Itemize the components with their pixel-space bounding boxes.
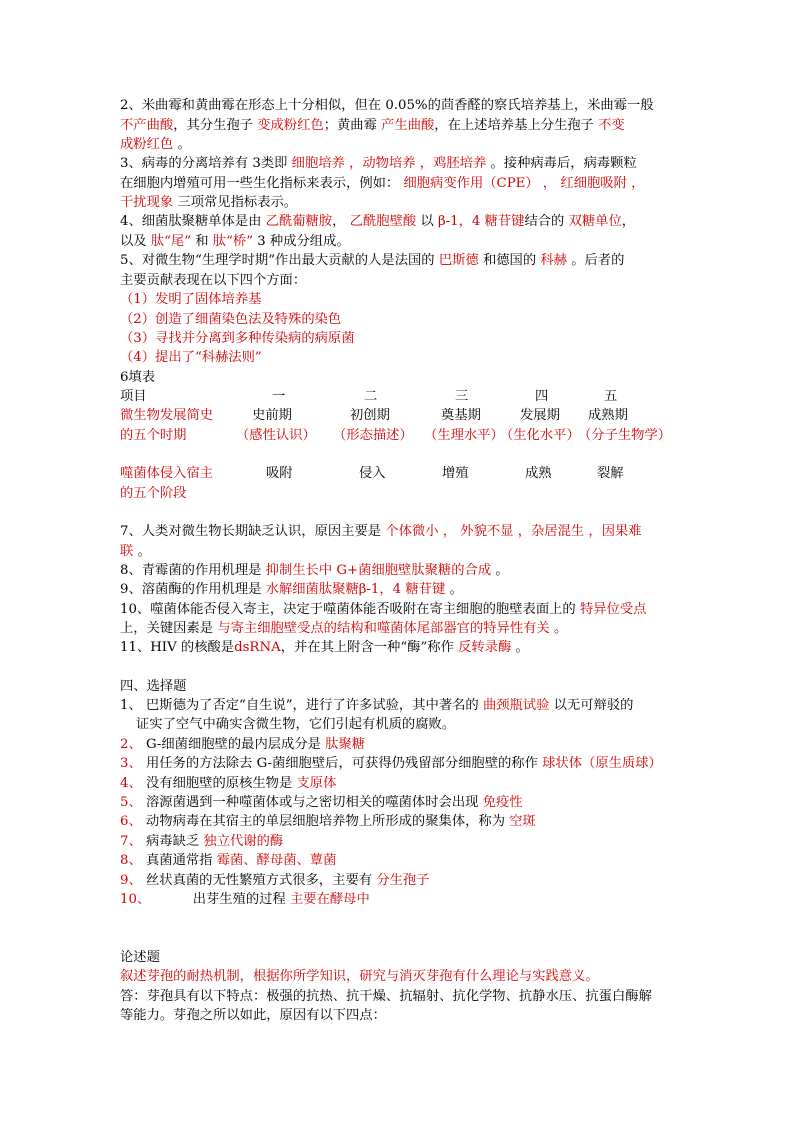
table-cell: 的五个阶段 [120, 486, 187, 501]
choice-q4 [120, 775, 336, 793]
q2-text: ，在上述培养基上分生孢子 [434, 118, 594, 133]
q3-text: 。接种病毒后，病毒颗粒 [490, 156, 637, 171]
q3-text: 在细胞内增殖可用一些生化指标来表示，例如： [120, 176, 400, 191]
q4-line2 [120, 233, 350, 251]
q4-line1 [120, 213, 635, 231]
question-text: 用任务的方法除去 G-菌细胞壁后，可获得仍残留部分细胞壁的称作 [146, 756, 538, 771]
table-cell: 噬菌体侵入宿主 [120, 466, 214, 481]
q6-title-text: 6填表 [120, 370, 156, 385]
table-cell: 增殖 [442, 466, 469, 481]
table-cell: 初创期 [350, 408, 390, 423]
q2-line1 [120, 97, 654, 115]
choice-q3 [120, 755, 662, 773]
answer-text: 产生曲酸 [381, 118, 435, 133]
answer-text: 抑制生长中 G+菌细胞壁肽聚糖的合成 [265, 563, 492, 578]
question-text: 溶源菌遇到一种噬菌体或与之密切相关的噬菌体时会出现 [146, 795, 479, 810]
choice-q10 [120, 891, 370, 909]
table-header-cell: 一 [272, 389, 286, 404]
choice-q6 [120, 813, 536, 831]
q5-text: 。后者的 [571, 253, 625, 268]
q4-text: 以 [420, 214, 434, 229]
q10-line1 [120, 601, 646, 619]
q9-text: 9、溶菌酶的作用机理是 [120, 582, 262, 597]
q10-line2 [120, 620, 567, 638]
answer-text: （3）寻找并分离到多种传染病的病原菌 [120, 331, 355, 346]
table-cell: （感性认识） [236, 428, 316, 443]
table-header-cell: 二 [364, 389, 378, 404]
question-text: 真菌通常指 [146, 853, 213, 868]
question-number: 4、 [120, 776, 142, 791]
essay-answer-text: 等能力。芽孢之所以如此，原因有以下四点： [120, 1008, 386, 1023]
q8-text: 。 [495, 563, 509, 578]
question-text: 1、 巴斯德为了否定“自生说”，进行了许多试验，其中著名的 [120, 698, 479, 713]
table-cell: 微生物发展简史 [120, 408, 214, 423]
choice-q8 [120, 852, 336, 870]
answer-text: 不产曲酸 [120, 118, 174, 133]
choice-q1-line1 [120, 697, 633, 715]
q5-item [120, 349, 262, 367]
q3-line3 [120, 194, 297, 212]
q7-line2 [120, 543, 151, 561]
q3-line1 [120, 155, 637, 173]
q4-text: 以及 [120, 234, 147, 249]
section-title [120, 678, 186, 696]
answer-text: 分生孢子 [376, 873, 430, 888]
q7-text: 。 [137, 544, 151, 559]
q5-text: 和德国的 [482, 253, 537, 268]
q8-text: 8、青霉菌的作用机理是 [120, 563, 262, 578]
answer-text: 干扰现象 [120, 195, 174, 210]
question-text: 以无可辩驳的 [553, 698, 634, 713]
q5-line1 [120, 252, 624, 270]
essay-answer-line2 [120, 1007, 386, 1025]
question-number: 3、 [120, 756, 142, 771]
table-cell: 侵入 [359, 466, 386, 481]
table-cell: （分子生物学） [578, 428, 672, 443]
table-cell: 的五个时期 [120, 428, 187, 443]
q2-text: 。 [177, 137, 191, 152]
choice-q7 [120, 833, 283, 851]
table-cell: （生理水平） [424, 428, 504, 443]
q7-line1 [120, 523, 642, 541]
answer-text: 空斑 [509, 814, 536, 829]
table-cell: 成熟期 [588, 408, 628, 423]
q3-line2 [120, 175, 644, 193]
essay-title [120, 949, 160, 967]
question-text: 丝状真菌的无性繁殖方式很多，主要有 [146, 873, 373, 888]
essay-title-text: 论述题 [120, 950, 160, 965]
q4-text: 3 种成分组成。 [257, 234, 350, 249]
q5-item [120, 330, 355, 348]
essay-question [120, 968, 599, 986]
answer-text: 叙述芽孢的耐热机制，根据你所学知识，研究与消灭芽孢有什么理论与实践意义。 [120, 969, 599, 984]
q2-text: 2、米曲霉和黄曲霉在形态上十分相似，但在 0.05%的茴香醛的察氏培养基上，米曲霉一般 [120, 98, 654, 113]
section-title-text: 四、选择题 [120, 679, 187, 694]
essay-answer-text: 答：芽孢具有以下特点：极强的抗热、抗干燥、抗辐射、抗化学物、抗静水压、抗蛋白酶解 [120, 989, 652, 1004]
question-text: 证实了空气中确实含微生物，它们引起有机质的腐败。 [136, 717, 456, 732]
question-number: 8、 [120, 853, 142, 868]
q9-text: 。 [449, 582, 463, 597]
question-number: 6、 [120, 814, 142, 829]
table-header-cell: 五 [604, 389, 618, 404]
q11-text: 。 [515, 640, 529, 655]
answer-text: （2）创造了细菌染色法及特殊的染色 [120, 312, 342, 327]
table-cell: 奠基期 [441, 408, 481, 423]
q5-text: 5、对微生物“生理学时期”作出最大贡献的人是法国的 [120, 253, 435, 268]
q5-line2 [120, 272, 306, 290]
q6-title [120, 369, 155, 387]
question-number: 7、 [120, 834, 142, 849]
answer-text: 肽“桥” [212, 234, 253, 249]
choice-q5 [120, 794, 523, 812]
answer-text: 支原体 [296, 776, 337, 791]
answer-text: 肽“尾” [150, 234, 192, 249]
answer-text: 球状体（原生质球） [542, 756, 662, 771]
question-text: G-细菌细胞壁的最内层成分是 [146, 737, 321, 752]
answer-text: 科赫 [540, 253, 567, 268]
q10-text: 10、噬菌体能否侵入寄主，决定于噬菌体能否吸附在寄主细胞的胞壁表面上的 [120, 602, 576, 617]
question-text: 动物病毒在其宿主的单层细胞培养物上所形成的聚集体，称为 [146, 814, 506, 829]
choice-q9 [120, 872, 429, 890]
answer-text: 个体微小 ， 外貌不显 ，杂居混生 ，因果难 [385, 524, 642, 539]
question-number: 10、 [120, 892, 151, 907]
table-cell: 发展期 [520, 408, 560, 423]
answer-text: 细胞培养 ，动物培养 ，鸡胚培养 [291, 156, 487, 171]
answer-text: 主要在酵母中 [290, 892, 370, 907]
q3-text: 3、病毒的分离培养有 3类即 [120, 156, 288, 171]
answer-text: 独立代谢的酶 [203, 834, 284, 849]
answer-text: 巴斯德 [438, 253, 479, 268]
question-number: 5、 [120, 795, 142, 810]
answer-text: 霉菌、酵母菌、蕈菌 [216, 853, 337, 868]
answer-text: 肽聚糖 [325, 737, 366, 752]
answer-text: 变成粉红色 [257, 118, 324, 133]
question-number: 2、 [120, 737, 142, 752]
choice-q1-line2 [136, 716, 455, 734]
q4-text: 和 [195, 234, 209, 249]
table-cell: 史前期 [252, 408, 292, 423]
q8-line [120, 562, 509, 580]
q5-item [120, 311, 341, 329]
answer-text: （4）提出了“科赫法则” [120, 350, 262, 365]
question-text: 没有细胞壁的原核生物是 [146, 776, 293, 791]
q4-text: 4、细菌肽聚糖单体是由 [120, 214, 262, 229]
table-cell: （生化水平） [500, 428, 580, 443]
q10-text: 。 [553, 621, 568, 636]
question-text: 出芽生殖的过程 [192, 892, 286, 907]
q10-text: 上，关键因素是 [120, 621, 214, 636]
q2-text: ；黄曲霉 [323, 118, 377, 133]
question-text: 病毒缺乏 [146, 834, 200, 849]
answer-text: 联 [120, 544, 134, 559]
choice-q2 [120, 736, 365, 754]
answer-text: 与寄主细胞壁受点的结构和噬菌体尾部器官的特异性有关 [217, 621, 550, 636]
q11-text: ，并在其上附含一种“酶”称作 [280, 640, 454, 655]
table-cell: 吸附 [266, 466, 293, 481]
question-number: 9、 [120, 873, 142, 888]
table-cell: 裂解 [597, 466, 624, 481]
q9-line [120, 581, 463, 599]
q2-text: ，其分生孢子 [173, 118, 253, 133]
answer-text: β-1，4 糖苷键 [437, 214, 525, 229]
answer-text: （1）发明了固体培养基 [120, 292, 262, 307]
answer-text: 成粉红色 [120, 137, 174, 152]
q4-text: 结合的 [524, 214, 565, 229]
q2-line2 [120, 117, 625, 135]
answer-text: 水解细菌肽聚糖β-1，4 糖苷键 [265, 582, 446, 597]
essay-answer-line1 [120, 988, 652, 1006]
answer-text: 细胞病变作用（CPE） ， 红细胞吸附 ， [403, 176, 645, 191]
q4-text: ， [621, 214, 636, 229]
answer-text: dsRNA [234, 640, 281, 655]
answer-text: 特异位受点 [579, 602, 647, 617]
q4-text: ， [332, 214, 346, 229]
table-header-cell: 三 [455, 389, 469, 404]
table-header-cell: 项目 [120, 389, 147, 404]
table-header-cell: 四 [535, 389, 549, 404]
answer-text: 乙酰葡糖胺 [265, 214, 333, 229]
table-cell: 成熟 [525, 466, 552, 481]
q5-text: 主要贡献表现在以下四个方面： [120, 273, 307, 288]
answer-text: 双糖单位 [568, 214, 622, 229]
q7-text: 7、人类对微生物长期缺乏认识，原因主要是 [120, 524, 382, 539]
q11-text: 11、HIV 的核酸是 [120, 640, 235, 655]
answer-text: 乙酰胞壁酸 [349, 214, 417, 229]
answer-text: 反转录酶 [458, 640, 512, 655]
q3-text: 三项常见指标表示。 [177, 195, 298, 210]
q11-line [120, 639, 529, 657]
q5-item [120, 291, 261, 309]
answer-text: 曲颈瓶试验 [482, 698, 550, 713]
answer-text: 不变 [598, 118, 625, 133]
table-cell: （形态描述） [333, 428, 413, 443]
answer-text: 免疫性 [482, 795, 523, 810]
q2-line3 [120, 136, 191, 154]
